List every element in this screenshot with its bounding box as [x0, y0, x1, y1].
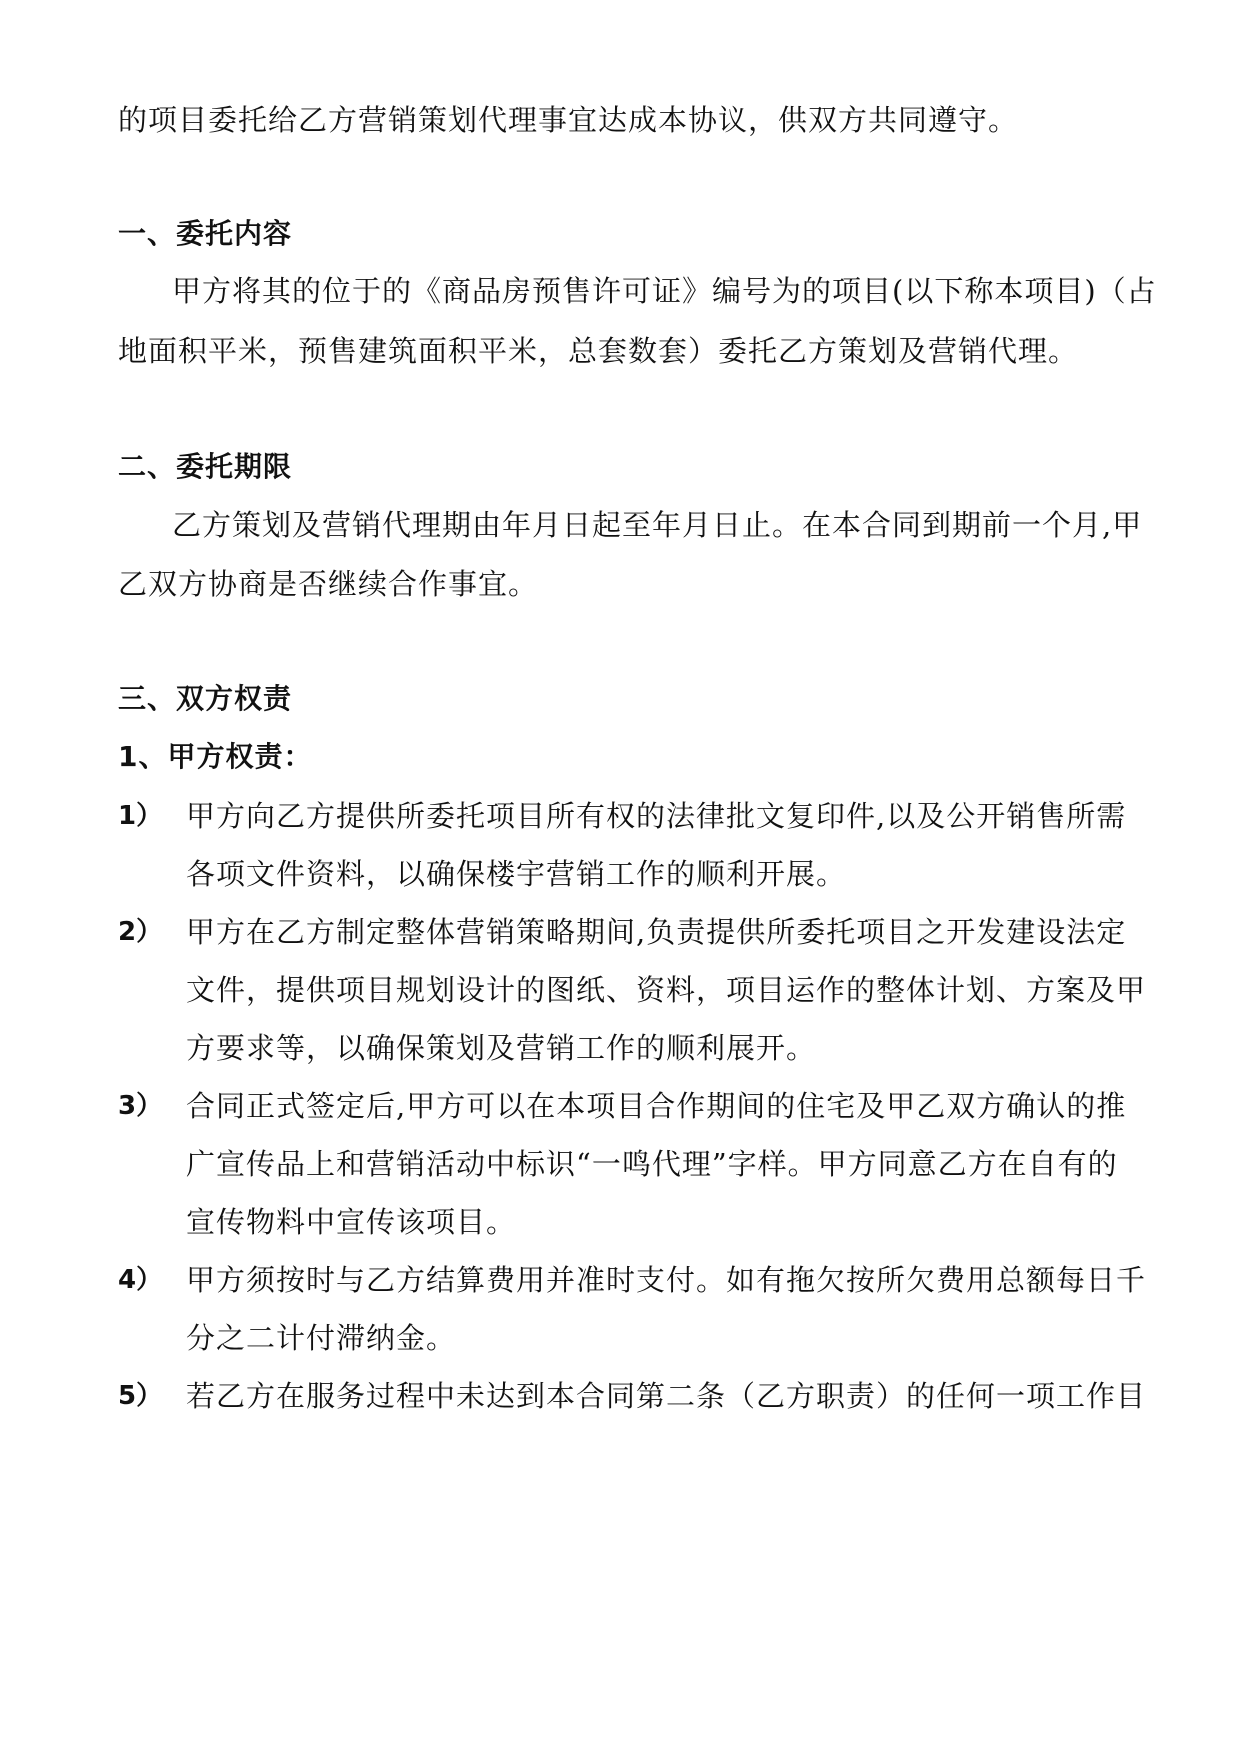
item-3-line-3: 宣传物料中宣传该项目。 [186, 1205, 517, 1239]
item-number: 1） [118, 801, 163, 831]
section-1-heading: 一、委托内容 [118, 217, 293, 250]
section-3-heading: 三、双方权责 [118, 682, 293, 715]
section-2-paragraph-line-1: 乙方策划及营销代理期由年月日起至年月日止。在本合同到期前一个月,甲 [172, 508, 1143, 542]
subsection-party-a-heading: 1、甲方权责： [118, 740, 313, 773]
item-2-line-2: 文件，提供项目规划设计的图纸、资料，项目运作的整体计划、方案及甲 [186, 973, 1147, 1007]
intro-line: 的项目委托给乙方营销策划代理事宜达成本协议，供双方共同遵守。 [118, 103, 1019, 137]
item-2-line-3: 方要求等，以确保策划及营销工作的顺利展开。 [186, 1031, 817, 1065]
section-2-heading: 二、委托期限 [118, 450, 293, 483]
item-2-line-1: 甲方在乙方制定整体营销策略期间,负责提供所委托项目之开发建设法定 [186, 915, 1127, 949]
item-4-line-1: 甲方须按时与乙方结算费用并准时支付。如有拖欠按所欠费用总额每日千 [186, 1263, 1147, 1297]
section-2-paragraph-line-2: 乙双方协商是否继续合作事宜。 [118, 567, 539, 601]
item-number: 5） [118, 1381, 163, 1411]
item-1-line-1: 甲方向乙方提供所委托项目所有权的法律批文复印件,以及公开销售所需 [186, 799, 1127, 833]
item-3-line-2: 广宣传品上和营销活动中标识“一鸣代理”字样。甲方同意乙方在自有的 [186, 1147, 1118, 1181]
item-1-line-2: 各项文件资料，以确保楼宇营销工作的顺利开展。 [186, 857, 847, 891]
section-1-paragraph-line-2: 地面积平米，预售建筑面积平米，总套数套）委托乙方策划及营销代理。 [118, 334, 1079, 368]
item-3-line-1: 合同正式签定后,甲方可以在本项目合作期间的住宅及甲乙双方确认的推 [186, 1089, 1127, 1123]
item-number: 2） [118, 917, 163, 947]
section-1-paragraph-line-1: 甲方将其的位于的《商品房预售许可证》编号为的项目(以下称本项目)（占 [172, 274, 1157, 308]
item-number: 3） [118, 1091, 163, 1121]
item-4-line-2: 分之二计付滞纳金。 [186, 1321, 457, 1355]
item-number: 4） [118, 1265, 163, 1295]
item-5-line-1: 若乙方在服务过程中未达到本合同第二条（乙方职责）的任何一项工作目 [186, 1379, 1147, 1413]
